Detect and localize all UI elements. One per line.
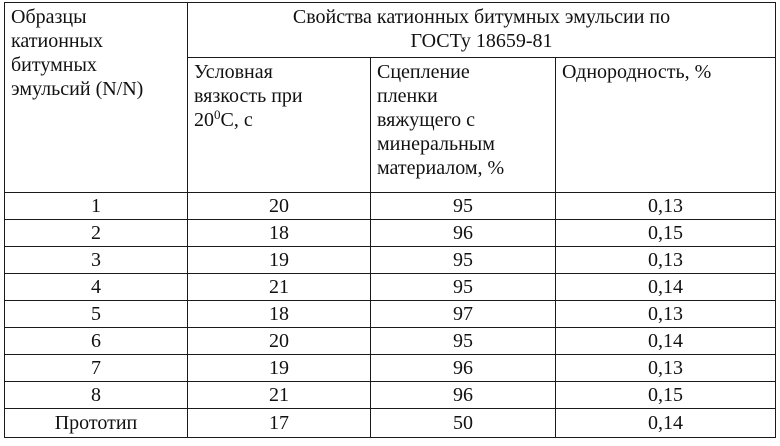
table-row (5, 409, 776, 438)
table-row (5, 382, 776, 409)
header-viscosity-line: вязкость при (194, 85, 303, 107)
viscosity-cell: 17 (188, 409, 371, 438)
sample-cell: 4 (5, 274, 188, 301)
header-properties-group (188, 3, 776, 58)
adhesion-cell: 96 (371, 220, 556, 247)
homogeneity-cell: 0,13 (556, 355, 776, 382)
header-samples-line: битумных (11, 54, 97, 76)
adhesion-cell: 97 (371, 301, 556, 328)
adhesion-cell: 95 (371, 247, 556, 274)
viscosity-cell: 18 (188, 220, 371, 247)
properties-table (4, 2, 776, 438)
sample-cell: 5 (5, 301, 188, 328)
table-row (5, 193, 776, 220)
header-group-line: Свойства катионных битумных эмульсии по (292, 6, 671, 28)
homogeneity-cell: 0,13 (556, 193, 776, 220)
header-viscosity-degree: 0 (214, 107, 221, 122)
header-adhesion-line: Сцепление (377, 61, 470, 83)
header-row-top (5, 3, 776, 58)
header-viscosity-temp-value: 20 (194, 109, 214, 131)
viscosity-cell: 18 (188, 301, 371, 328)
table-body (5, 193, 776, 438)
homogeneity-cell: 0,15 (556, 220, 776, 247)
header-viscosity-line: Условная (194, 61, 273, 83)
header-homogeneity: Однородность, % (556, 58, 776, 193)
header-samples-line: эмульсий (N/N) (11, 78, 144, 100)
sample-cell: 7 (5, 355, 188, 382)
sample-cell: 6 (5, 328, 188, 355)
header-viscosity-unit: С, с (220, 109, 253, 131)
header-samples-line: катионных (11, 30, 104, 52)
table-row (5, 247, 776, 274)
table-row (5, 301, 776, 328)
table-row (5, 274, 776, 301)
homogeneity-cell: 0,13 (556, 301, 776, 328)
header-adhesion-line: минеральным (377, 133, 495, 155)
viscosity-cell: 21 (188, 274, 371, 301)
adhesion-cell: 50 (371, 409, 556, 438)
header-adhesion-line: пленки (377, 85, 438, 107)
homogeneity-cell: 0,13 (556, 247, 776, 274)
table-row (5, 355, 776, 382)
header-adhesion-line: вяжущего с (377, 109, 476, 131)
viscosity-cell: 20 (188, 328, 371, 355)
header-samples (5, 3, 188, 193)
viscosity-cell: 20 (188, 193, 371, 220)
viscosity-cell: 19 (188, 355, 371, 382)
viscosity-cell: 19 (188, 247, 371, 274)
homogeneity-cell: 0,14 (556, 409, 776, 438)
sample-cell: 3 (5, 247, 188, 274)
header-samples-line: Образцы (11, 6, 87, 28)
table-row (5, 220, 776, 247)
homogeneity-cell: 0,14 (556, 274, 776, 301)
adhesion-cell: 95 (371, 274, 556, 301)
sample-cell: Прототип (5, 409, 188, 438)
homogeneity-cell: 0,14 (556, 328, 776, 355)
header-group-line: ГОСТу 18659-81 (410, 30, 553, 52)
header-adhesion-line: материалом, % (377, 157, 505, 179)
sample-cell: 2 (5, 220, 188, 247)
sample-cell: 8 (5, 382, 188, 409)
header-viscosity (188, 58, 371, 193)
adhesion-cell: 95 (371, 193, 556, 220)
adhesion-cell: 96 (371, 355, 556, 382)
adhesion-cell: 96 (371, 382, 556, 409)
table-row (5, 328, 776, 355)
homogeneity-cell: 0,15 (556, 382, 776, 409)
header-adhesion (371, 58, 556, 193)
sample-cell: 1 (5, 193, 188, 220)
header-viscosity-temp (194, 108, 364, 132)
viscosity-cell: 21 (188, 382, 371, 409)
adhesion-cell: 95 (371, 328, 556, 355)
